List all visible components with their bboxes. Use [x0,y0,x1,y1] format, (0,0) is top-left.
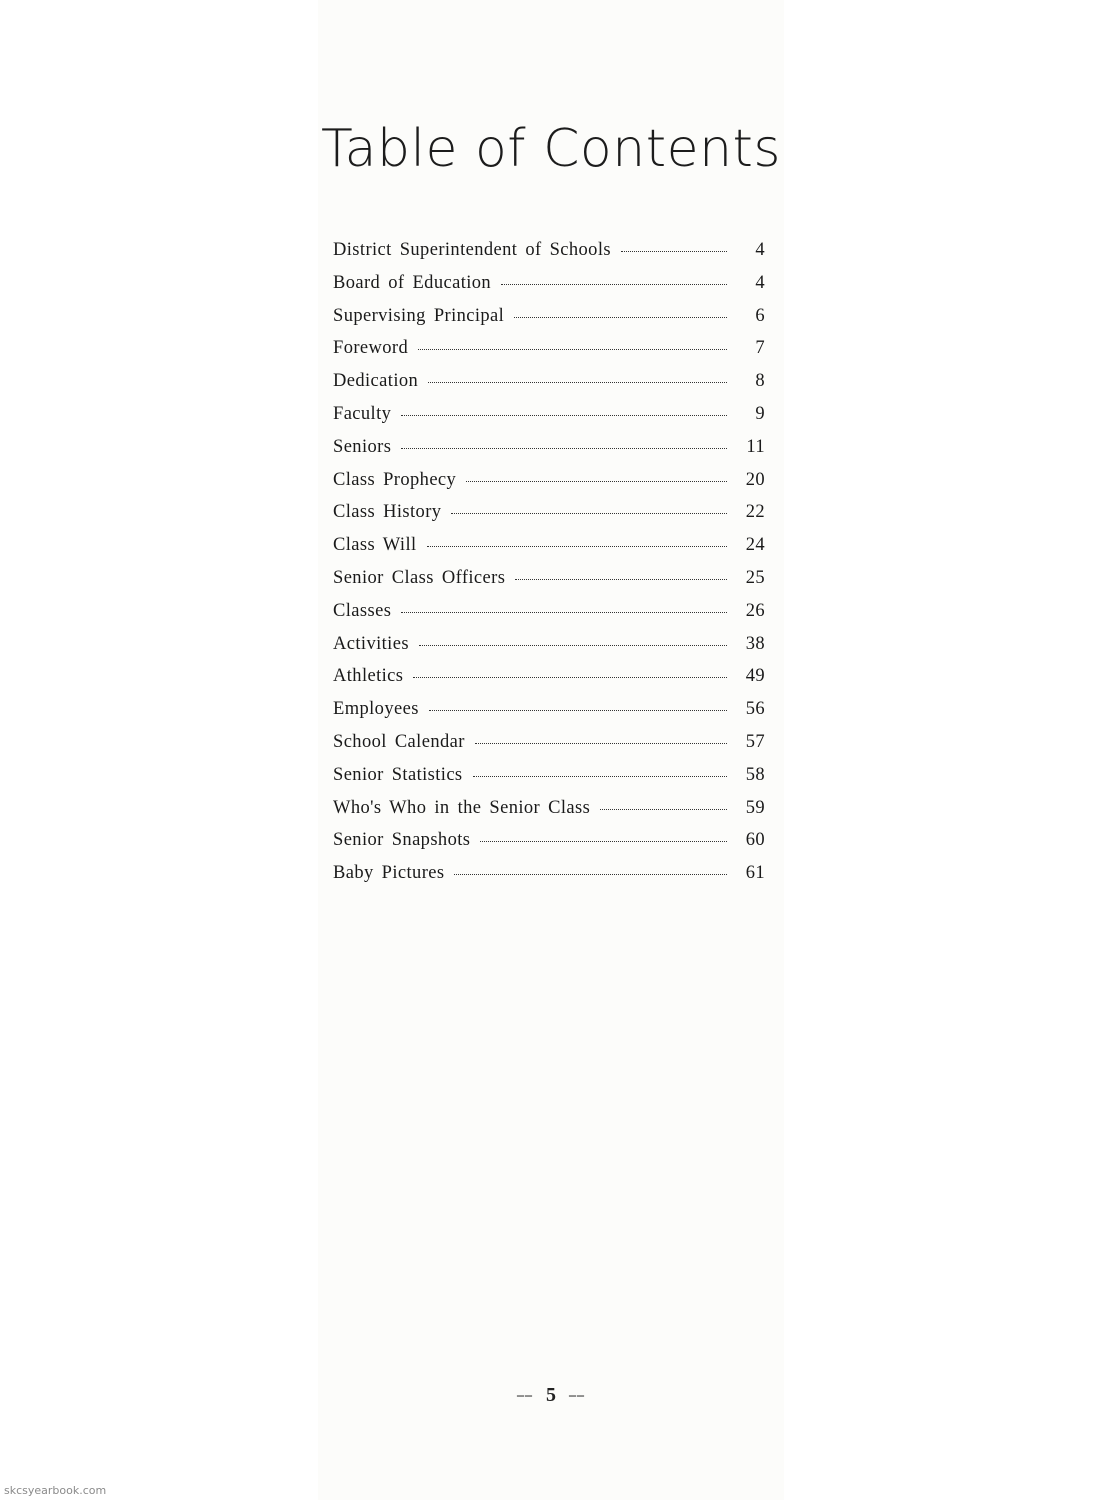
dot-leader [514,317,727,318]
toc-entry-label: Who's Who in the Senior Class [333,797,591,818]
toc-entry[interactable] [333,863,765,896]
toc-entry-label: Class Will [333,535,417,556]
toc-entry-page: 57 [745,731,765,752]
toc-entry-page: 24 [745,535,765,556]
toc-entry[interactable] [333,634,765,667]
toc-entry-page: 25 [745,567,765,588]
toc-entry[interactable] [333,666,765,699]
toc-entry[interactable] [333,830,765,863]
toc-entry-page: 26 [745,600,765,621]
toc-entry-page: 49 [745,666,765,687]
toc-entry-label: Class History [333,502,442,523]
toc-entry[interactable] [333,240,765,273]
toc-entry[interactable] [333,371,765,404]
toc-entry-page: 56 [745,699,765,720]
toc-entry-page: 38 [745,633,765,654]
toc-entry-page: 20 [745,469,765,490]
toc-entry-label: Senior Class Officers [333,567,506,588]
toc-entry-page: 6 [755,305,765,326]
toc-entry-label: Foreword [333,338,409,359]
toc-entry-label: Class Prophecy [333,469,457,490]
footer-ornament-right: ‒‒ [569,1388,585,1404]
dot-leader [480,841,727,842]
dot-leader [515,579,727,580]
toc-entry-label: Activities [333,633,409,654]
dot-leader [473,776,727,777]
page-number-footer [318,1384,784,1407]
toc-entry[interactable] [333,732,765,765]
toc-entry[interactable] [333,765,765,798]
toc-entry[interactable] [333,502,765,535]
toc-entry-page: 11 [746,436,765,457]
toc-entry[interactable] [333,470,765,503]
toc-entry-page: 60 [745,830,765,851]
dot-leader [451,513,727,514]
toc-entry-page: 9 [755,403,765,424]
dot-leader [429,710,727,711]
toc-entry-label: School Calendar [333,731,465,752]
dot-leader [428,382,727,383]
toc-entry-page: 8 [755,371,765,392]
toc-entry-label: Board of Education [333,272,492,293]
dot-leader [621,251,727,252]
page-number: 5 [546,1384,556,1406]
toc-entry[interactable] [333,306,765,339]
toc-entry[interactable] [333,535,765,568]
toc-entry[interactable] [333,404,765,437]
toc-entry[interactable] [333,437,765,470]
toc-entry-page: 61 [745,863,765,884]
dot-leader [419,645,727,646]
toc-entry-page: 4 [755,240,765,260]
dot-leader [600,809,727,810]
toc-entry-label: Senior Statistics [333,764,463,785]
toc-entry-label: Employees [333,699,419,720]
toc-entry-label: Supervising Principal [333,305,505,326]
dot-leader [401,612,727,613]
table-of-contents [333,240,765,896]
toc-entry[interactable] [333,273,765,306]
toc-entry-label: Athletics [333,666,404,687]
toc-entry-page: 22 [745,502,765,523]
dot-leader [413,677,727,678]
page-title: Table of Contents [320,119,782,179]
toc-entry-page: 59 [745,797,765,818]
toc-entry-label: Classes [333,600,392,621]
toc-entry[interactable] [333,338,765,371]
toc-entry-label: Faculty [333,403,392,424]
dot-leader [401,415,727,416]
toc-entry-page: 58 [745,764,765,785]
dot-leader [501,284,727,285]
toc-entry-label: Dedication [333,371,419,392]
toc-entry[interactable] [333,699,765,732]
toc-entry[interactable] [333,601,765,634]
dot-leader [401,448,727,449]
toc-entry-label: Seniors [333,436,392,457]
dot-leader [418,349,727,350]
dot-leader [454,874,727,875]
toc-entry-label: Baby Pictures [333,863,445,884]
watermark: skcsyearbook.com [4,1484,107,1497]
toc-entry[interactable] [333,798,765,831]
dot-leader [466,481,727,482]
toc-entry-label: Senior Snapshots [333,830,471,851]
toc-entry-page: 7 [755,338,765,359]
footer-ornament-left: ‒‒ [517,1388,533,1404]
toc-entry[interactable] [333,568,765,601]
toc-entry-label: District Superintendent of Schools [333,240,611,260]
dot-leader [427,546,727,547]
toc-entry-page: 4 [755,272,765,293]
dot-leader [475,743,727,744]
